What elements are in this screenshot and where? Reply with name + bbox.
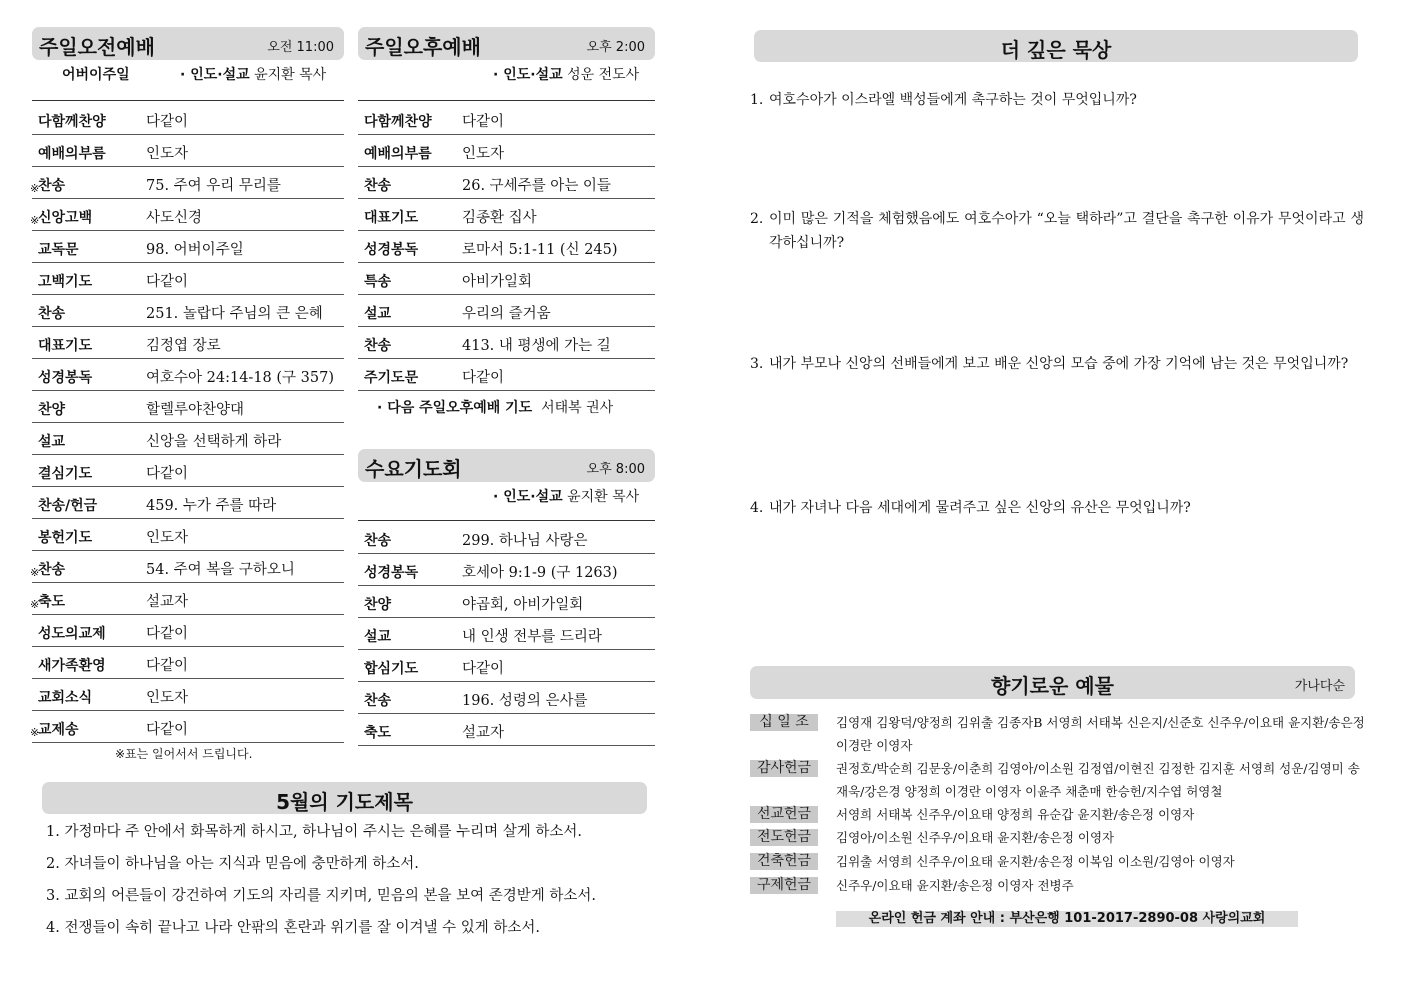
- prayer-item: 3. 교회의 어른들이 강건하여 기도의 자리를 지키며, 믿음의 본을 보여 존경받게 하소서.: [46, 888, 596, 904]
- order-value: 호세아 9:1-9 (구 1263): [462, 565, 618, 581]
- order-label: 예배의부름: [364, 146, 432, 162]
- offering-label: 전도헌금: [750, 829, 818, 846]
- order-row: [358, 326, 655, 359]
- order-label: 찬송/헌금: [38, 498, 98, 514]
- order-row: [358, 262, 655, 295]
- morning-leader-line: · 인도·설교 윤지환 목사: [180, 67, 327, 83]
- order-value: 251. 놀랍다 주님의 큰 은혜: [146, 306, 323, 322]
- meditation-title: 더 깊은 묵상: [1000, 38, 1112, 62]
- wednesday-leader-label: 인도·설교: [503, 489, 563, 505]
- order-value: 26. 구세주를 아는 이들: [462, 178, 611, 194]
- order-row: [32, 422, 344, 455]
- order-label: 특송: [364, 274, 392, 290]
- order-label: 대표기도: [364, 210, 419, 226]
- order-label: 새가족환영: [38, 658, 106, 674]
- order-value: 299. 하나님 사랑은: [462, 533, 588, 549]
- afternoon-time: 오후 2:00: [586, 40, 645, 55]
- morning-header: [32, 27, 344, 60]
- order-row: [32, 166, 344, 199]
- order-label: 찬송: [364, 178, 392, 194]
- order-row: [32, 102, 344, 135]
- order-value: 내 인생 전부를 드리라: [462, 629, 602, 645]
- order-row: [32, 294, 344, 327]
- order-value: 다같이: [146, 274, 189, 290]
- order-row: [358, 166, 655, 199]
- order-value: 김정엽 장로: [146, 338, 221, 354]
- order-value: 459. 누가 주를 따라: [146, 498, 277, 514]
- order-row: [358, 681, 655, 714]
- meditation-question: [750, 207, 1364, 255]
- order-value: 다같이: [146, 626, 189, 642]
- order-value: 야곱회, 아비가일회: [462, 597, 584, 613]
- order-label: 찬송: [38, 562, 66, 578]
- order-label: 성경봉독: [38, 370, 93, 386]
- order-label: 다함께찬양: [38, 114, 106, 130]
- order-value: 다같이: [146, 114, 189, 130]
- order-value: 인도자: [462, 146, 505, 162]
- meditation-header: [754, 30, 1358, 62]
- order-row: [32, 646, 344, 679]
- order-value: 413. 내 평생에 가는 길: [462, 338, 611, 354]
- offering-names: 김위출 서영희 신주우/이요태 윤지환/송은정 이복임 이소원/김영아 이영자: [836, 854, 1235, 869]
- order-row: [358, 713, 655, 746]
- order-value: 75. 주여 우리 무리를: [146, 178, 281, 194]
- order-value: 설교자: [462, 725, 505, 741]
- afternoon-leader: 성운 전도사: [567, 67, 640, 83]
- order-label: 찬양: [38, 402, 66, 418]
- order-label: 축도: [364, 725, 392, 741]
- question-text: 여호수아가 이스라엘 백성들에게 촉구하는 것이 무엇입니까?: [769, 92, 1137, 108]
- prayer-item: 4. 전쟁들이 속히 끝나고 나라 안팎의 혼란과 위기를 잘 이겨낼 수 있게 하소서.: [46, 920, 540, 936]
- order-label: 다함께찬양: [364, 114, 432, 130]
- order-value: 할렐루야찬양대: [146, 402, 245, 418]
- order-value: 98. 어버이주일: [146, 242, 244, 258]
- order-label: 결심기도: [38, 466, 93, 482]
- order-label: 성도의교제: [38, 626, 106, 642]
- order-label: 합심기도: [364, 661, 419, 677]
- order-value: 다같이: [462, 370, 505, 386]
- order-label: 찬송: [38, 306, 66, 322]
- offering-title: 향기로운 예물: [991, 674, 1114, 698]
- order-value: 다같이: [146, 658, 189, 674]
- order-label: 고백기도: [38, 274, 93, 290]
- question-number: 3.: [750, 356, 764, 372]
- afternoon-leader-line: · 인도·설교 성운 전도사: [493, 67, 640, 83]
- order-value: 196. 성령의 은사를: [462, 693, 588, 709]
- offering-header: [750, 666, 1355, 699]
- order-value: 사도신경: [146, 210, 203, 226]
- afternoon-divider: [358, 100, 655, 101]
- order-row: [32, 262, 344, 295]
- order-value: 다같이: [146, 722, 189, 738]
- offering-names: 권정호/박순희 김문웅/이춘희 김영아/이소원 김정엽/이현진 김정한 김지훈 서영희 성운/김영미 송재욱/강은경 양정희 이경란 이영자 이윤주 채춘매 한승헌/지수엽 허영철: [836, 761, 1360, 799]
- order-label: 찬송: [364, 533, 392, 549]
- question-text: 내가 자녀나 다음 세대에게 물려주고 싶은 신앙의 유산은 무엇입니까?: [769, 500, 1191, 516]
- morning-leader: 윤지환 목사: [254, 67, 327, 83]
- standing-mark: ※: [30, 566, 40, 579]
- order-value: 로마서 5:1-11 (신 245): [462, 242, 618, 258]
- question-text: 이미 많은 기적을 체험했음에도 여호수아가 “오늘 택하라”고 결단을 촉구한 이유가 무엇이라고 생각하십니까?: [769, 211, 1364, 251]
- order-row: [32, 518, 344, 551]
- order-label: 성경봉독: [364, 242, 419, 258]
- wednesday-time: 오후 8:00: [586, 462, 645, 477]
- order-label: 축도: [38, 594, 66, 610]
- meditation-question: [750, 352, 1364, 376]
- order-value: 54. 주여 복을 구하오니: [146, 562, 295, 578]
- order-row: [32, 326, 344, 359]
- order-label: 주기도문: [364, 370, 419, 386]
- order-value: 여호수아 24:14-18 (구 357): [146, 370, 334, 386]
- order-value: 설교자: [146, 594, 189, 610]
- order-label: 찬송: [364, 338, 392, 354]
- standing-mark: ※: [30, 182, 40, 195]
- order-label: 교독문: [38, 242, 79, 258]
- offering-label: 건축헌금: [750, 853, 818, 870]
- wednesday-title: 수요기도회: [365, 457, 462, 481]
- order-row: [358, 521, 655, 554]
- order-row: [32, 454, 344, 487]
- order-value: 우리의 즐거움: [462, 306, 551, 322]
- morning-leader-label: 인도·설교: [190, 67, 250, 83]
- order-row: [32, 614, 344, 647]
- offering-label: 구제헌금: [750, 877, 818, 894]
- order-label: 찬양: [364, 597, 392, 613]
- order-label: 교제송: [38, 722, 79, 738]
- meditation-question: [750, 88, 1364, 112]
- standing-mark: ※: [30, 726, 40, 739]
- order-row: [358, 617, 655, 650]
- order-label: 설교: [364, 306, 392, 322]
- meditation-question: [750, 496, 1364, 520]
- question-number: 2.: [750, 211, 764, 227]
- order-value: 인도자: [146, 530, 189, 546]
- standing-mark: ※: [30, 598, 40, 611]
- morning-title: 주일오전예배: [39, 35, 155, 59]
- order-value: 다같이: [462, 661, 505, 677]
- order-row: [32, 486, 344, 519]
- order-row: [358, 358, 655, 391]
- order-value: 다같이: [462, 114, 505, 130]
- order-row: [358, 649, 655, 682]
- morning-divider: [32, 100, 344, 101]
- offering-names: 신주우/이요태 윤지환/송은정 이영자 전병주: [836, 878, 1074, 893]
- question-number: 4.: [750, 500, 764, 516]
- order-value: 인도자: [146, 690, 189, 706]
- morning-special: 어버이주일: [62, 67, 130, 83]
- order-row: [358, 134, 655, 167]
- order-value: 인도자: [146, 146, 189, 162]
- prayer-header: [42, 782, 647, 814]
- order-row: [32, 390, 344, 423]
- offering-names: 김영아/이소원 신주우/이요태 윤지환/송은정 이영자: [836, 830, 1115, 845]
- order-label: 예배의부름: [38, 146, 106, 162]
- afternoon-next-prayer: · 다음 주일오후예배 기도 서태복 권사: [377, 400, 614, 416]
- order-row: [358, 102, 655, 135]
- order-row: [32, 134, 344, 167]
- order-row: [358, 294, 655, 327]
- offering-label: 선교헌금: [750, 806, 818, 823]
- order-label: 설교: [364, 629, 392, 645]
- order-label: 찬송: [38, 178, 66, 194]
- order-label: 봉헌기도: [38, 530, 93, 546]
- order-label: 찬송: [364, 693, 392, 709]
- offering-names: 서영희 서태복 신주우/이요태 양정희 유순갑 윤지환/송은정 이영자: [836, 807, 1195, 822]
- order-row: [32, 582, 344, 615]
- order-label: 대표기도: [38, 338, 93, 354]
- morning-note: ※표는 일어서서 드립니다.: [115, 747, 253, 761]
- afternoon-leader-label: 인도·설교: [503, 67, 563, 83]
- standing-mark: ※: [30, 214, 40, 227]
- afternoon-header: [358, 27, 655, 60]
- wednesday-leader-line: · 인도·설교 윤지환 목사: [493, 489, 640, 505]
- wednesday-header: [358, 449, 655, 482]
- prayer-item: 1. 가정마다 주 안에서 화목하게 하시고, 하나님이 주시는 은혜를 누리며 살게 하소서.: [46, 824, 582, 840]
- prayer-title: 5월의 기도제목: [276, 790, 413, 814]
- order-row: [358, 198, 655, 231]
- order-value: 신앙을 선택하게 하라: [146, 434, 282, 450]
- order-row: [32, 358, 344, 391]
- morning-time: 오전 11:00: [267, 40, 334, 55]
- question-text: 내가 부모나 신앙의 선배들에게 보고 배운 신앙의 모습 중에 가장 기억에 남는 것은 무엇입니까?: [769, 356, 1349, 372]
- order-row: [358, 585, 655, 618]
- order-row: [32, 230, 344, 263]
- order-value: 아비가일회: [462, 274, 533, 290]
- afternoon-next-name: 서태복 권사: [541, 400, 614, 416]
- offering-names: 김영재 김왕덕/양정희 김위출 김종자B 서영희 서태복 신은지/신준호 신주우/이요태 윤지환/송은정 이경란 이영자: [836, 715, 1365, 753]
- question-number: 1.: [750, 92, 764, 108]
- offering-label: 감사헌금: [750, 760, 818, 777]
- afternoon-next-label: 다음 주일오후예배 기도: [387, 400, 533, 416]
- order-label: 신앙고백: [38, 210, 93, 226]
- order-label: 성경봉독: [364, 565, 419, 581]
- afternoon-title: 주일오후예배: [365, 35, 481, 59]
- order-label: 설교: [38, 434, 66, 450]
- offering-label: 십 일 조: [750, 714, 818, 731]
- order-row: [32, 678, 344, 711]
- order-value: 김종환 집사: [462, 210, 537, 226]
- order-row: [32, 550, 344, 583]
- prayer-item: 2. 자녀들이 하나님을 아는 지식과 믿음에 충만하게 하소서.: [46, 856, 419, 872]
- wednesday-leader: 윤지환 목사: [567, 489, 640, 505]
- order-label: 교회소식: [38, 690, 93, 706]
- order-value: 다같이: [146, 466, 189, 482]
- bank-info: 온라인 헌금 계좌 안내 : 부산은행 101-2017-2890-08 사랑의교회: [836, 911, 1298, 927]
- order-row: [32, 198, 344, 231]
- order-row: [32, 710, 344, 743]
- offering-order: 가나다순: [1294, 679, 1345, 694]
- order-row: [358, 230, 655, 263]
- order-row: [358, 553, 655, 586]
